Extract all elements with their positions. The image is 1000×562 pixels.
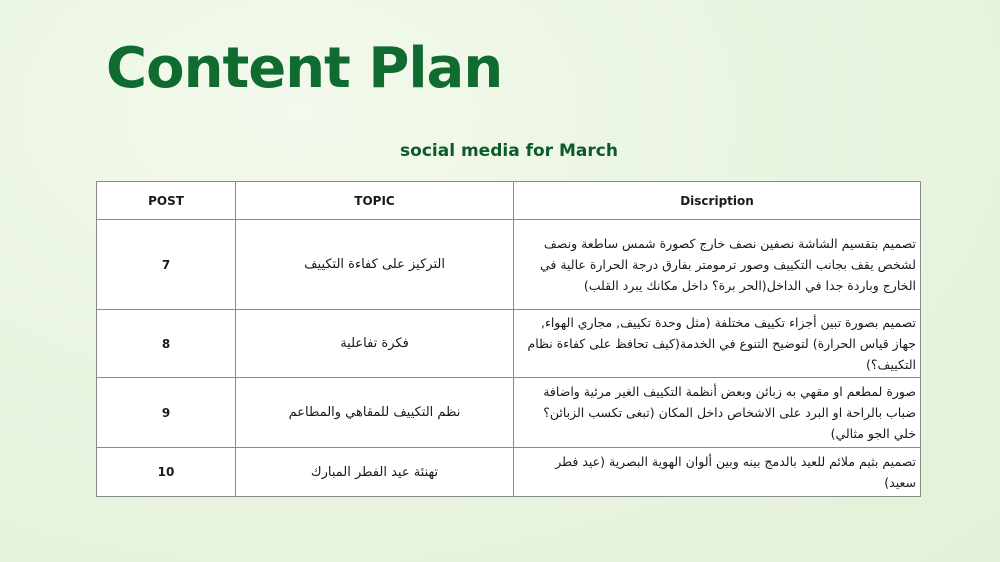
topic-cell: فكرة تفاعلية (236, 310, 514, 378)
table-row (97, 378, 921, 448)
post-number: 9 (97, 378, 236, 448)
description-cell: تصميم بتقسيم الشاشة نصفين نصف خارج كصورة شمس ساطعة ونصف لشخص يقف بجانب التكييف وصور ترمومتر بفارق درجة الحرارة عالية في الخارج وباردة جدا في الداخل(الحر برة؟ داخل مكانك يبرد القلب) (514, 220, 921, 310)
page-subtitle: social media for March (400, 141, 618, 161)
header-description: Discription (514, 182, 921, 220)
topic-cell: تهنئة عيد الفطر المبارك (236, 448, 514, 497)
page-title: Content Plan (106, 36, 503, 101)
table-header-row (97, 182, 921, 220)
content-plan-table (96, 181, 921, 497)
table-row (97, 448, 921, 497)
header-topic: TOPIC (236, 182, 514, 220)
description-cell: تصميم بصورة تبين أجزاء تكييف مختلفة (مثل وحدة تكييف, مجاري الهواء, جهاز قياس الحرارة) لتوضيح التنوع في الخدمة(كيف تحافظ على كفاءة نظام التكييف؟) (514, 310, 921, 378)
post-number: 8 (97, 310, 236, 378)
topic-cell: التركيز على كفاءة التكييف (236, 220, 514, 310)
description-cell: تصميم بثيم ملائم للعيد بالدمج بينه وبين ألوان الهوية البصرية (عيد فطر سعيد) (514, 448, 921, 497)
table-row (97, 310, 921, 378)
post-number: 10 (97, 448, 236, 497)
table-row (97, 220, 921, 310)
post-number: 7 (97, 220, 236, 310)
header-post: POST (97, 182, 236, 220)
description-cell: صورة لمطعم او مقهي به زبائن وبعض أنظمة التكييف الغير مرئية واضافة ضباب بالراحة او البرد على الاشخاص داخل المكان (تبغى تكسب الزبائن؟ خلي الجو مثالي) (514, 378, 921, 448)
topic-cell: نظم التكييف للمقاهي والمطاعم (236, 378, 514, 448)
